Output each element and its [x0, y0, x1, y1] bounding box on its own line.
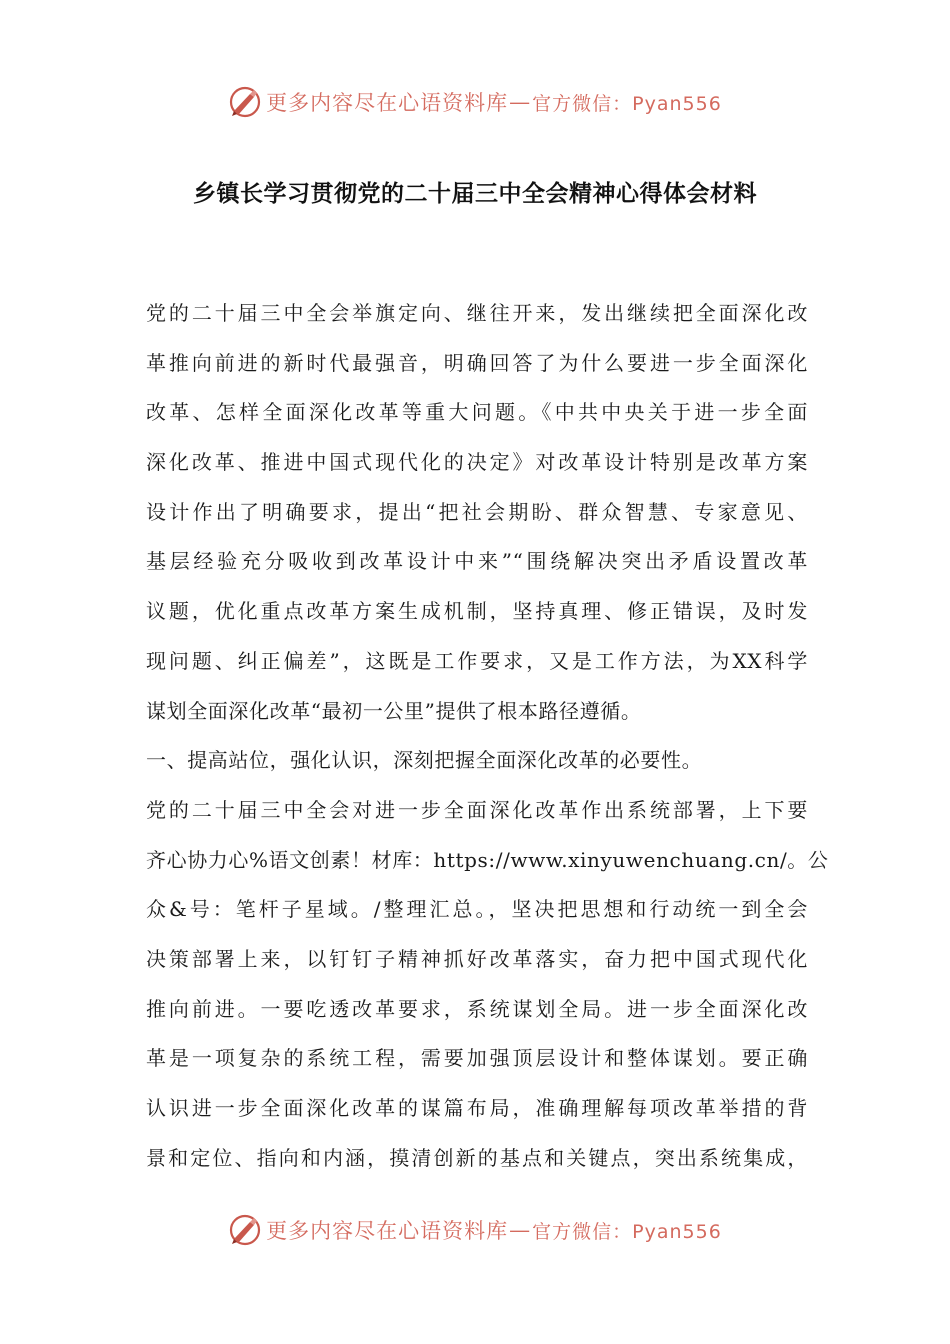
- body-line: 议题，优化重点改革方案生成机制，坚持真理、修正错误，及时发: [146, 599, 808, 624]
- body-line: 决策部署上来，以钉钉子精神抓好改革落实，奋力把中国式现代化: [146, 946, 808, 971]
- body-line: 推向前进。一要吃透改革要求，系统谋划全局。进一步全面深化改: [146, 996, 808, 1021]
- banner-brand-text: 更多内容尽在心语资料库: [266, 1219, 509, 1243]
- body-line: 党的二十届三中全会对进一步全面深化改革作出系统部署，上下要: [146, 797, 808, 822]
- body-line: 深化改革、推进中国式现代化的决定》对改革设计特别是改革方案: [146, 450, 808, 475]
- section-heading: 一、提高站位，强化认识，深刻把握全面深化改革的必要性。: [146, 748, 703, 773]
- header-banner: [0, 80, 950, 124]
- body-line: 基层经验充分吸收到改革设计中来”“围绕解决突出矛盾设置改革: [146, 549, 808, 574]
- body-line: 改革、怎样全面深化改革等重大问题。《中共中央关于进一步全面: [146, 400, 808, 425]
- body-line: 革推向前进的新时代最强音，明确回答了为什么要进一步全面深化: [146, 350, 808, 375]
- document-title: 乡镇长学习贯彻党的二十届三中全会精神心得体会材料: [193, 181, 757, 207]
- body-line: 现问题、纠正偏差”，这既是工作要求，又是工作方法，为XX科学: [146, 648, 808, 673]
- pen-logo-icon: [228, 1213, 262, 1247]
- document-body: [146, 289, 829, 1183]
- body-line: 革是一项复杂的系统工程，需要加强顶层设计和整体谋划。要正确: [146, 1046, 808, 1071]
- banner-separator: —: [509, 1218, 532, 1242]
- body-line: 谋划全面深化改革“最初一公里”提供了根本路径遵循。: [146, 698, 642, 723]
- banner-contact-text: 官方微信：Pyan556: [532, 1220, 722, 1243]
- body-line: 设计作出了明确要求，提出“把社会期盼、群众智慧、专家意见、: [146, 499, 808, 524]
- body-line: 认识进一步全面深化改革的谋篇布局，准确理解每项改革举措的背: [146, 1096, 808, 1120]
- body-line: 景和定位、指向和内涵，摸清创新的基点和关键点，突出系统集成，: [146, 1145, 808, 1170]
- body-line: 党的二十届三中全会举旗定向、继往开来，发出继续把全面深化改: [146, 301, 808, 325]
- banner-contact-text: 官方微信：Pyan556: [532, 92, 722, 115]
- footer-banner: [0, 1208, 950, 1252]
- body-line: 齐心协力心%语文创素！材库：https://www.xinyuwenchuang.cn/。公: [146, 847, 829, 872]
- banner-separator: —: [509, 90, 532, 114]
- body-line: 众&号：笔杆子星域。/整理汇总。，坚决把思想和行动统一到全会: [146, 897, 808, 922]
- pen-logo-icon: [228, 85, 262, 119]
- banner-brand-text: 更多内容尽在心语资料库: [266, 91, 509, 115]
